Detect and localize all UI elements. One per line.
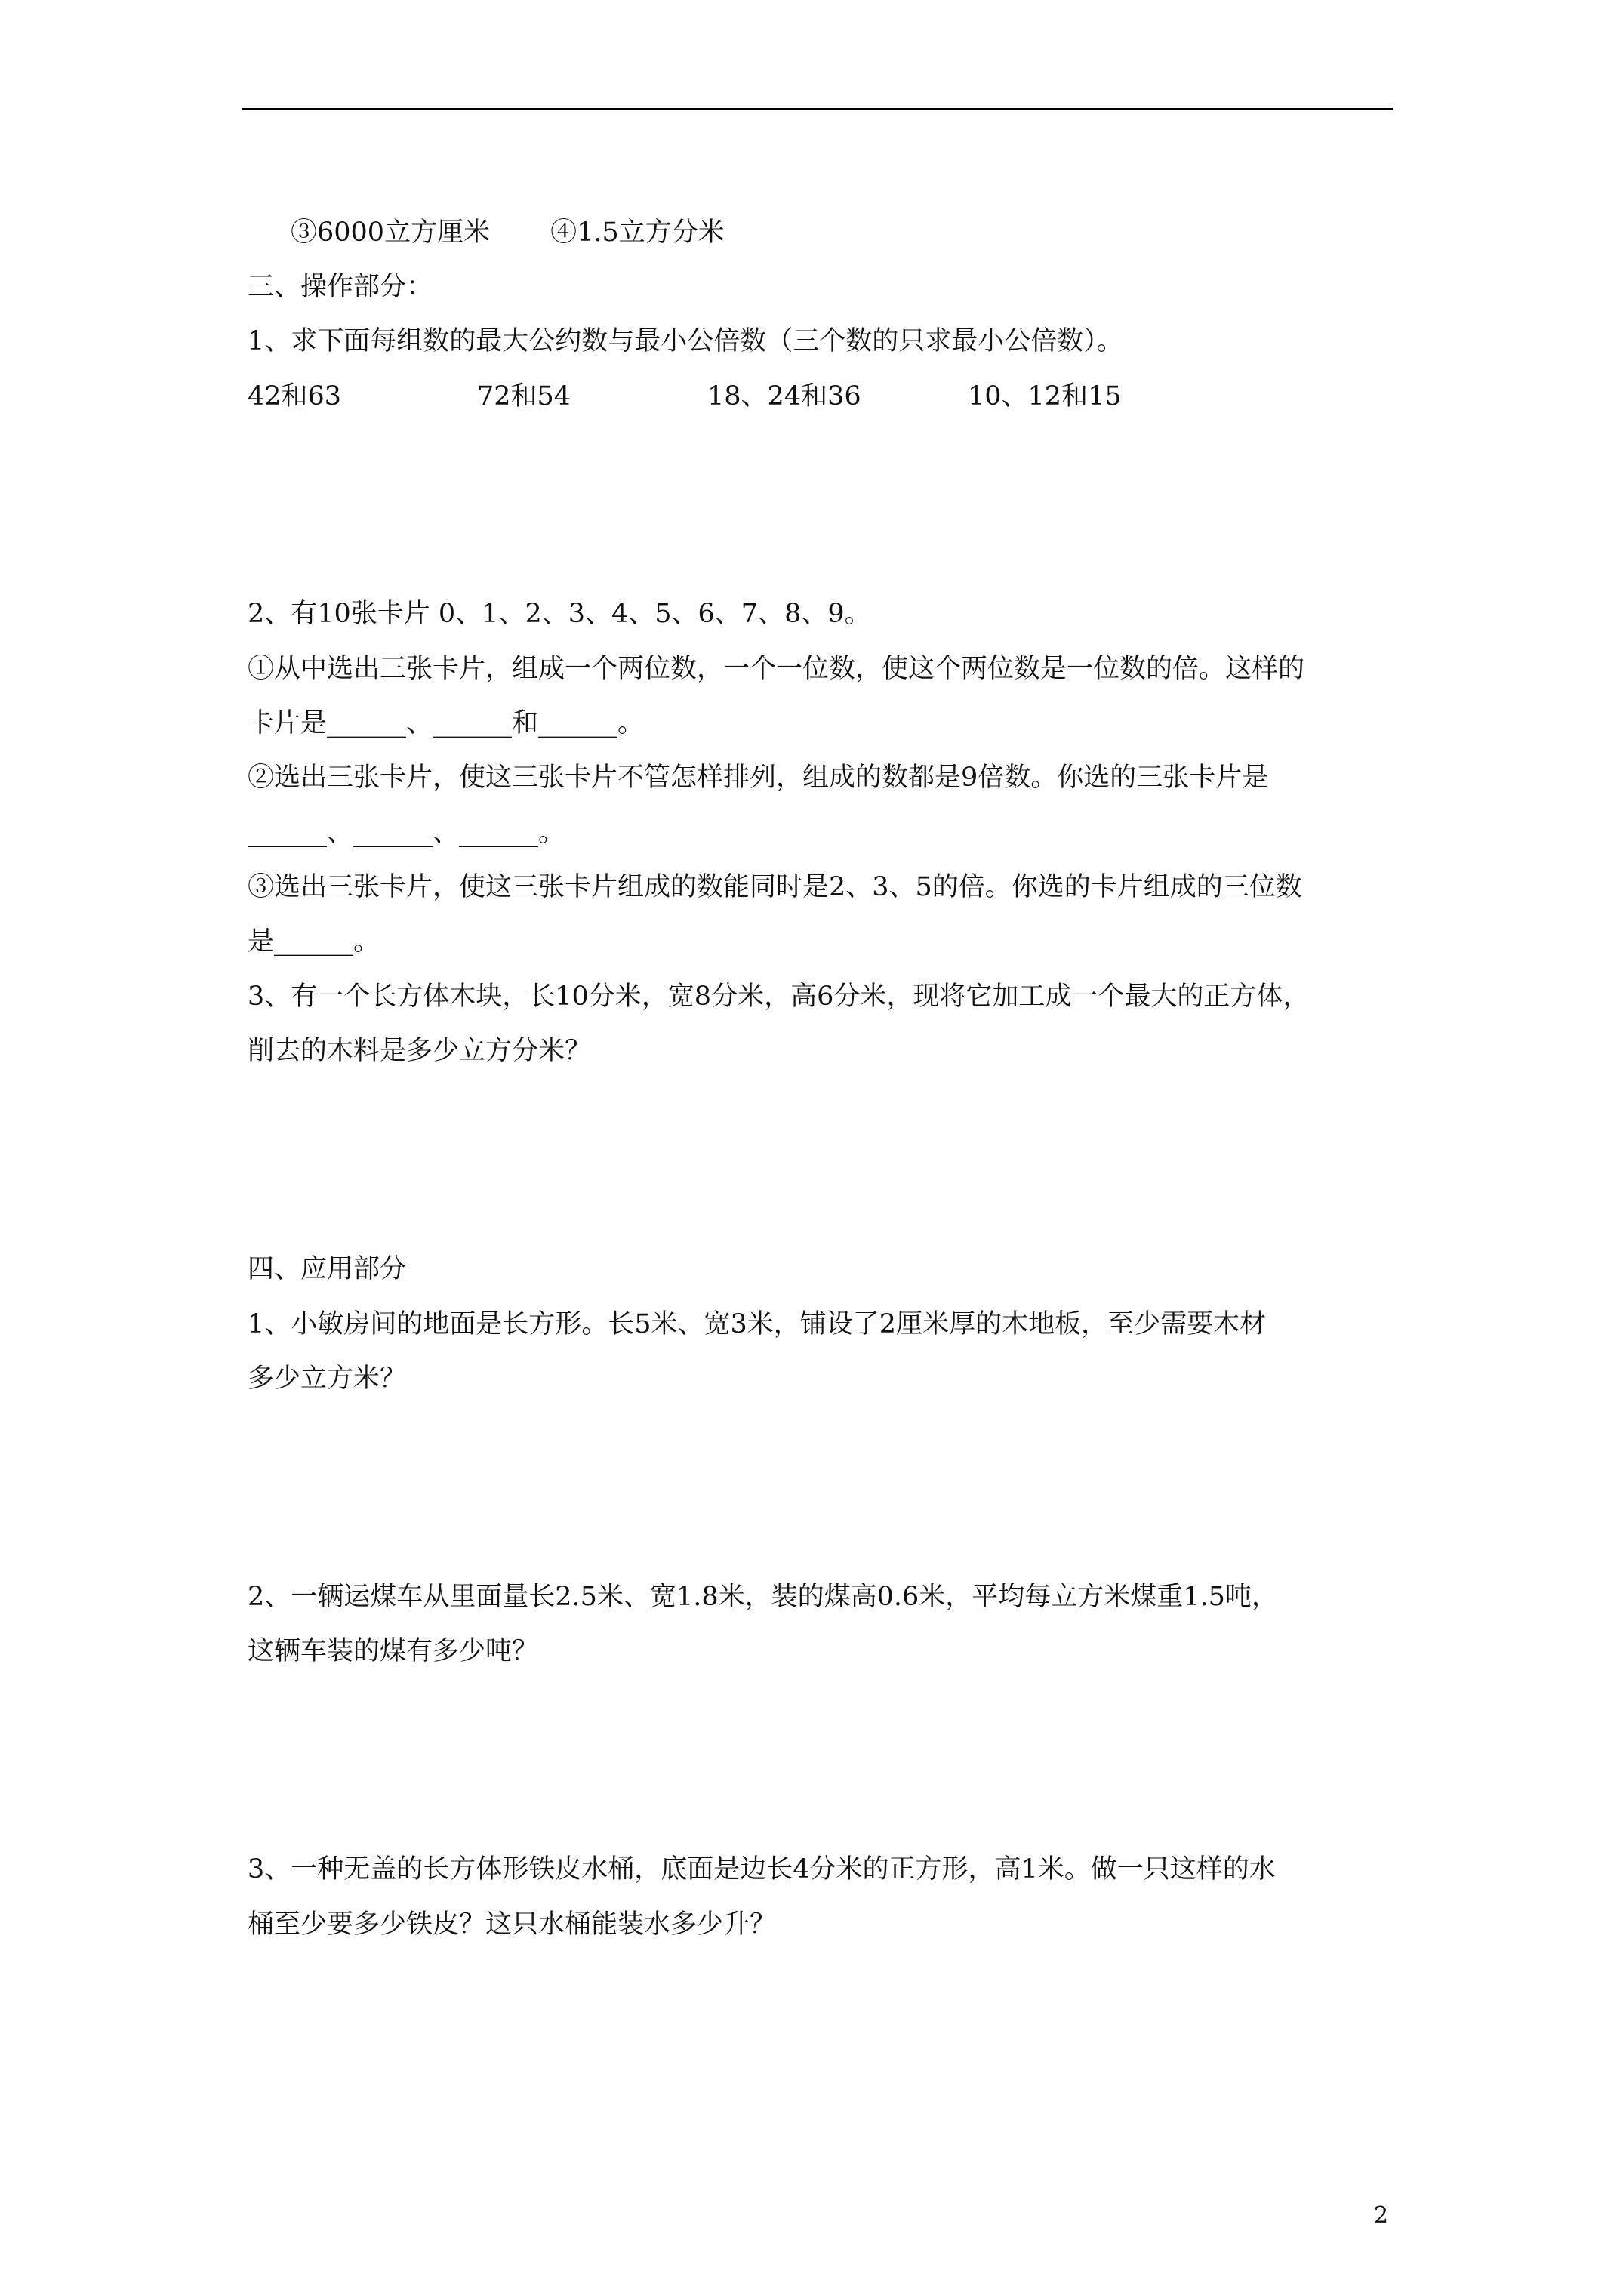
s4-q1-line2: 多少立方米？ <box>248 1364 407 1394</box>
s4-q3-line2: 桶至少要多少铁皮？这只水桶能装水多少升？ <box>248 1909 777 1940</box>
options-line <box>291 215 725 250</box>
s4-q1-line1: 1、小敏房间的地面是长方形。长5米、宽3米，铺设了2厘米厚的木地板，至少需要木材 <box>248 1309 1267 1339</box>
option-3: ③6000立方厘米 <box>291 217 491 248</box>
s3-q1-group-2: 72和54 <box>477 381 571 411</box>
section-4-title: 四、应用部分 <box>248 1254 407 1284</box>
s3-q2-a-line2: 卡片是______、______和______。 <box>248 708 645 738</box>
s3-q3-line1: 3、有一个长方体木块，长10分米，宽8分米，高6分米，现将它加工成一个最大的正方体， <box>248 982 1310 1012</box>
s4-q3-line1: 3、一种无盖的长方体形铁皮水桶，底面是边长4分米的正方形，高1米。做一只这样的水 <box>248 1854 1276 1885</box>
s3-q1-text: 1、求下面每组数的最大公约数与最小公倍数（三个数的只求最小公倍数）。 <box>248 326 1123 356</box>
s3-q2-a-line1: ①从中选出三张卡片，组成一个两位数，一个一位数，使这个两位数是一位数的倍。这样的 <box>248 654 1305 684</box>
s4-q2-line1: 2、一辆运煤车从里面量长2.5米、宽1.8米，装的煤高0.6米，平均每立方米煤重1.5吨， <box>248 1582 1278 1612</box>
option-4: ④1.5立方分米 <box>550 217 725 248</box>
s3-q2-c-line1: ③选出三张卡片，使这三张卡片组成的数能同时是2、3、5的倍。你选的卡片组成的三位数 <box>248 872 1302 902</box>
s3-q3-line2: 削去的木料是多少立方分米？ <box>248 1036 592 1066</box>
s3-q2-c-line2: 是______。 <box>248 926 380 957</box>
header-rule <box>242 108 1393 110</box>
s3-q2-b-line2: ______、______、______。 <box>248 818 565 848</box>
s3-q1-group-4: 10、12和15 <box>968 381 1122 411</box>
s4-q2-line2: 这辆车装的煤有多少吨？ <box>248 1636 539 1666</box>
s3-q1-group-3: 18、24和36 <box>707 381 861 411</box>
s3-q2-b-line1: ②选出三张卡片，使这三张卡片不管怎样排列，组成的数都是9倍数。你选的三张卡片是 <box>248 763 1269 793</box>
s3-q1-group-1: 42和63 <box>248 381 342 411</box>
page-number: 2 <box>1374 2202 1389 2229</box>
s3-q2-text: 2、有10张卡片 0、1、2、3、4、5、6、7、8、9。 <box>248 599 871 629</box>
section-3-title: 三、操作部分： <box>248 272 433 302</box>
